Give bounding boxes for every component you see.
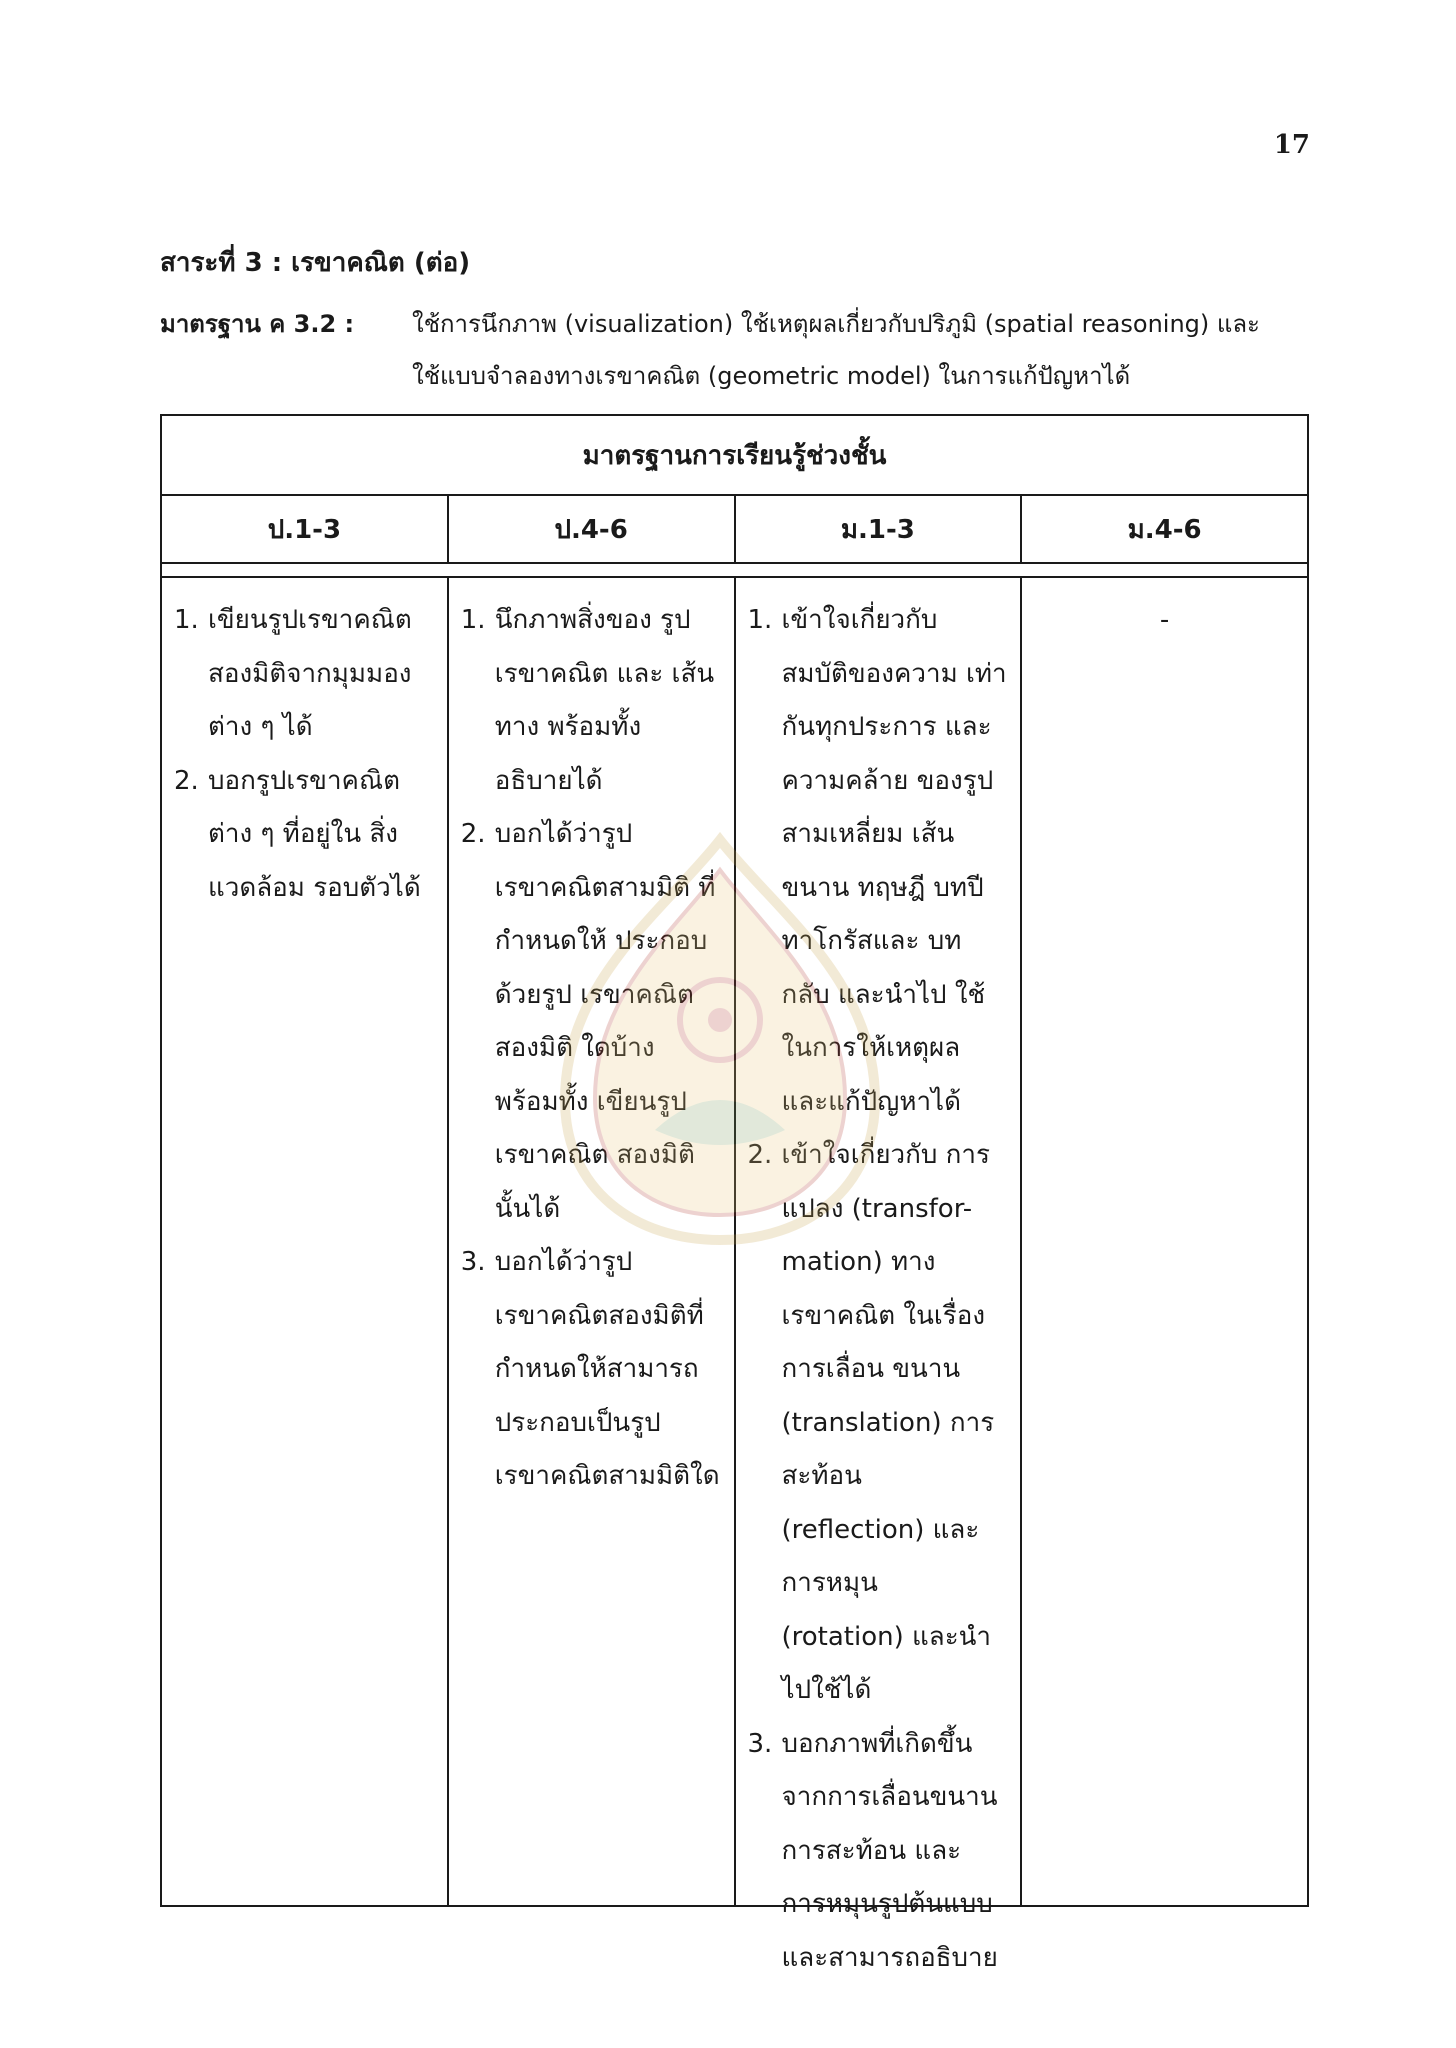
item-text: บอกได้ว่ารูป เรขาคณิตสามมิติ ที่กำหนดให้ ประกอบด้วยรูป เรขาคณิตสองมิติ ใดบ้าง พร้อมทั้ง เขียนรูปเรขาคณิต สองมิตินั้นได้ [494, 819, 716, 1224]
column-m1-3 [736, 578, 1023, 1973]
item-number: 2. [174, 765, 199, 796]
item-number: 2. [747, 1140, 773, 1170]
item-number: 1. [747, 605, 773, 635]
list-item [461, 594, 722, 808]
grade-header-row [162, 496, 1307, 564]
item-text: บอกภาพที่เกิดขึ้น จากการเลื่อนขนาน การสะท้อน และ การหมุนรูปต้นแบบ และสามารถอธิบาย [781, 1728, 998, 1973]
table-header: มาตรฐานการเรียนรู้ช่วงชั้น [162, 416, 1307, 496]
item-text: นึกภาพสิ่งของ รูปเรขาคณิต และ เส้นทาง พร้อมทั้ง อธิบายได้ [494, 605, 715, 796]
standard-label: มาตรฐาน ค 3.2 : [160, 310, 355, 338]
page-number: 17 [1273, 130, 1310, 160]
list-item [748, 594, 1009, 1129]
item-number: 1. [460, 605, 486, 635]
item-text: บอกได้ว่ารูป เรขาคณิตสองมิติที่ กำหนดให้สามารถ ประกอบเป็นรูป เรขาคณิตสามมิติใด [494, 1247, 720, 1491]
column-m4-6 [1022, 578, 1307, 1905]
item-text: เข้าใจเกี่ยวกับ สมบัติของความ เท่ากันทุกประการ และความคล้าย ของรูปสามเหลี่ยม เส้นขนาน ทฤษฎี บทปีทาโกรัสและ บทกลับ และนำไป ใช้ในการให้เหตุผล และแก้ปัญหาได้ [781, 605, 1007, 1117]
grade-p4-6: ป.4-6 [449, 496, 736, 562]
standards-table [160, 414, 1309, 1973]
standard-line-1: ใช้การนึกภาพ (visualization) ใช้เหตุผลเกี่ยวกับปริภูมิ (spatial reasoning) และ [412, 310, 1260, 338]
table-body-row [162, 578, 1307, 1973]
list-item [461, 808, 722, 1236]
item-number: 3. [460, 1247, 486, 1277]
item-number: 3. [747, 1728, 773, 1759]
empty-dash: - [1159, 605, 1170, 635]
list-item [461, 1236, 722, 1504]
strand-heading: สาระที่ 3 : เรขาคณิต (ต่อ) [160, 248, 471, 278]
list-item [174, 755, 435, 916]
item-text: เขียนรูปเรขาคณิต สองมิติจากมุมมอง ต่าง ๆ ได้ [208, 605, 412, 742]
item-number: 2. [460, 819, 486, 849]
grade-m1-3: ม.1-3 [736, 496, 1023, 562]
column-p1-3 [162, 578, 449, 1905]
grade-p1-3: ป.1-3 [162, 496, 449, 562]
standard-line-2: ใช้แบบจำลองทางเรขาคณิต (geometric model) ในการแก้ปัญหาได้ [412, 362, 1131, 390]
item-text: บอกรูปเรขาคณิต ต่าง ๆ ที่อยู่ใน สิ่งแวดล้อม รอบตัวได้ [208, 765, 421, 903]
list-item [174, 594, 435, 755]
list-item [748, 1129, 1009, 1718]
item-number: 1. [174, 605, 199, 635]
column-p4-6 [449, 578, 736, 1905]
grade-m4-6: ม.4-6 [1127, 514, 1202, 545]
item-text: เข้าใจเกี่ยวกับ การแปลง (transfor- mation) ทางเรขาคณิต ในเรื่องการเลื่อน ขนาน (translation) การสะท้อน (reflection) และ การหมุน (rotation) และนำไปใช้ได้ [781, 1140, 995, 1705]
list-item [748, 1718, 1009, 1986]
standard-text [412, 298, 1320, 402]
